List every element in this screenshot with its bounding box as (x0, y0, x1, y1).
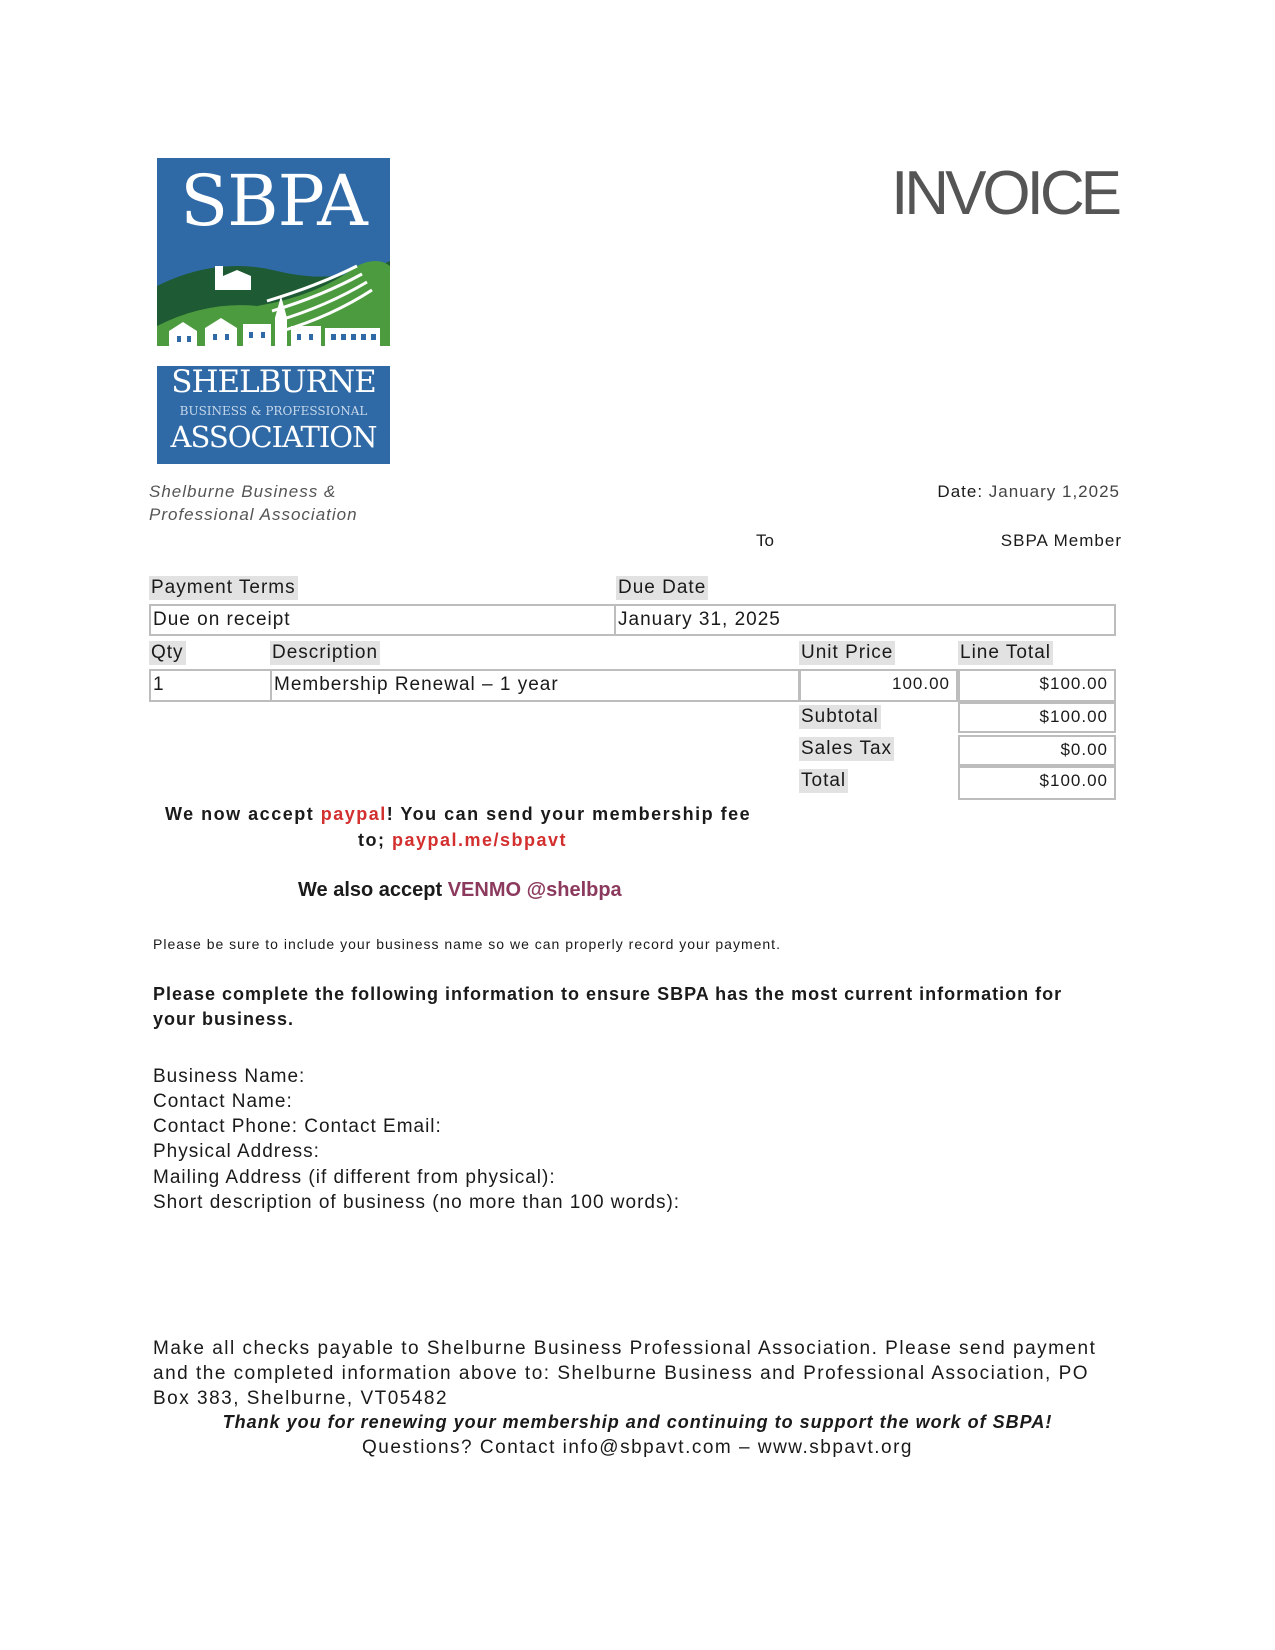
business-name-note: Please be sure to include your business name so we can properly record your payment. (153, 936, 781, 952)
total-label: Total (801, 770, 847, 791)
paypal-brand: paypal (320, 804, 387, 824)
logo-association: ASSOCIATION (170, 420, 377, 454)
landscape-illustration (157, 246, 390, 366)
field-contact-phone-email: Contact Phone: Contact Email: (153, 1116, 442, 1137)
org-name-line1: Shelburne Business & (149, 482, 337, 501)
invoice-title: INVOICE (891, 159, 1118, 228)
due-date-value: January 31, 2025 (614, 604, 1116, 636)
to-value: SBPA Member (1000, 531, 1122, 550)
info-request: Please complete the following information to ensure SBPA has the most current information for your business. (153, 984, 1063, 1029)
qty-header: Qty (151, 642, 184, 663)
subtotal-label: Subtotal (801, 706, 879, 727)
venmo-handle: VENMO @shelbpa (447, 879, 622, 901)
paypal-line (165, 804, 751, 825)
item-line-total: $100.00 (958, 669, 1116, 702)
date-value: January 1,2025 (988, 482, 1120, 501)
contact-line: Questions? Contact info@sbpavt.com – www.sbpavt.org (362, 1437, 913, 1458)
description-header: Description (272, 642, 379, 663)
logo-subtitle: BUSINESS & PROFESSIONAL (179, 404, 368, 418)
venmo-prefix: We also accept (298, 879, 448, 901)
logo-shelburne: SHELBURNE (171, 364, 376, 400)
paypal-link-line (358, 830, 567, 851)
sales-tax-label: Sales Tax (801, 738, 893, 759)
item-qty: 1 (149, 669, 272, 702)
field-contact-name: Contact Name: (153, 1091, 293, 1112)
unit-price-header: Unit Price (801, 642, 894, 663)
to-label: To (756, 531, 774, 550)
field-business-name: Business Name: (153, 1066, 306, 1087)
venmo-line (298, 879, 622, 902)
date-label: Date: (937, 482, 984, 501)
thank-you-text: Thank you for renewing your membership and continuing to support the work of SBPA! (222, 1412, 1053, 1432)
sbpa-logo (157, 158, 390, 464)
paypal-link-prefix: to; (358, 830, 392, 850)
payment-terms-value: Due on receipt (149, 604, 616, 636)
payment-terms-header: Payment Terms (151, 577, 296, 598)
due-date-header: Due Date (618, 577, 707, 598)
field-business-description: Short description of business (no more than 100 words): (153, 1192, 681, 1213)
subtotal-value: $100.00 (958, 702, 1116, 733)
logo-brand-text: SBPA (180, 160, 367, 242)
invoice-date (937, 482, 1120, 502)
field-physical-address: Physical Address: (153, 1141, 320, 1162)
org-name-line2: Professional Association (149, 505, 358, 524)
paypal-suffix: ! You can send your membership fee (386, 804, 752, 824)
paypal-link[interactable]: paypal.me/sbpavt (391, 830, 568, 850)
line-total-header: Line Total (960, 642, 1051, 663)
checks-payable-text: Make all checks payable to Shelburne Business Professional Association. Please send payment and the completed information above to: Shelburne Business and Professional Association, PO Box 383, Shelburne, VT05482 (153, 1338, 1097, 1409)
field-mailing-address: Mailing Address (if different from physical): (153, 1167, 556, 1188)
total-value: $100.00 (958, 766, 1116, 800)
sales-tax-value: $0.00 (958, 735, 1116, 766)
paypal-prefix: We now accept (165, 804, 321, 824)
item-unit-price: 100.00 (799, 669, 958, 702)
item-description: Membership Renewal – 1 year (270, 669, 800, 702)
